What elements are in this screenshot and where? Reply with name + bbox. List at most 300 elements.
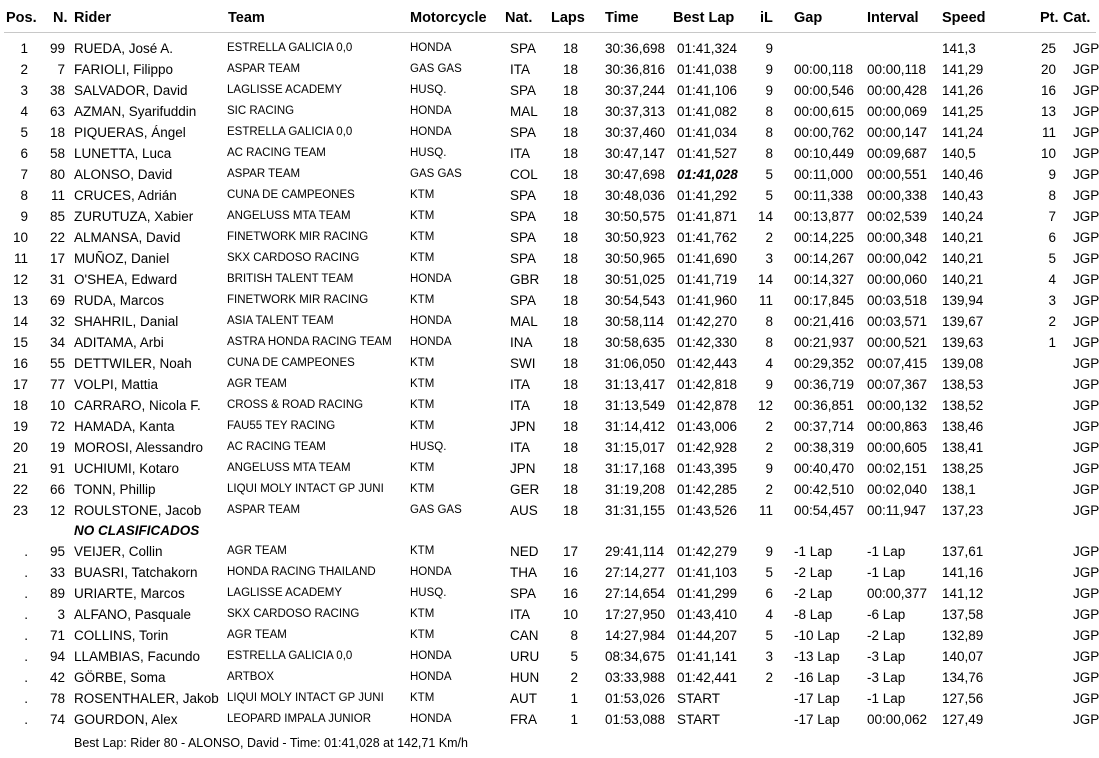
cell-laps: 18 xyxy=(562,356,578,371)
cell-time: 01:53,088 xyxy=(605,712,666,727)
cell-motorcycle: KTM xyxy=(410,399,435,411)
cell-rider: CRUCES, Adrián xyxy=(74,188,177,203)
cell-best-lap: 01:43,526 xyxy=(677,503,738,518)
cell-laps: 18 xyxy=(562,461,578,476)
cell-team: ASIA TALENT TEAM xyxy=(227,315,334,327)
cell-interval: 00:00,060 xyxy=(867,272,928,287)
cell-motorcycle: HONDA xyxy=(410,650,452,662)
header-speed: Speed xyxy=(942,10,986,26)
table-row xyxy=(0,709,1099,730)
cell-nat: JPN xyxy=(510,419,536,434)
cell-interval: 00:00,605 xyxy=(867,440,928,455)
cell-best-lap: 01:42,928 xyxy=(677,440,738,455)
cell-motorcycle: HONDA xyxy=(410,566,452,578)
cell-number: 12 xyxy=(49,503,65,518)
cell-best-lap: 01:42,330 xyxy=(677,335,738,350)
cell-number: 91 xyxy=(49,461,65,476)
cell-laps: 16 xyxy=(562,586,578,601)
cell-team: HONDA RACING THAILAND xyxy=(227,566,376,578)
cell-time: 30:50,923 xyxy=(605,230,666,245)
header-team: Team xyxy=(228,10,265,26)
header-divider xyxy=(4,32,1096,33)
cell-motorcycle: KTM xyxy=(410,252,435,264)
section-title-unclassified: NO CLASIFICADOS xyxy=(74,523,200,538)
cell-laps: 17 xyxy=(562,544,578,559)
cell-speed: 127,56 xyxy=(942,691,984,706)
cell-nat: THA xyxy=(510,565,537,580)
cell-pos: 13 xyxy=(12,293,28,308)
cell-il: 9 xyxy=(765,544,773,559)
cell-laps: 18 xyxy=(562,230,578,245)
cell-gap: 00:00,615 xyxy=(794,104,855,119)
cell-points: 25 xyxy=(1040,41,1056,56)
cell-gap: 00:37,714 xyxy=(794,419,855,434)
cell-speed: 140,21 xyxy=(942,272,984,287)
cell-il: 8 xyxy=(765,125,773,140)
cell-points xyxy=(1030,416,1056,437)
cell-laps: 18 xyxy=(562,272,578,287)
cell-interval: 00:09,687 xyxy=(867,146,928,161)
cell-points xyxy=(1030,562,1056,583)
cell-category: JGP xyxy=(1073,230,1099,245)
cell-nat: ITA xyxy=(510,607,530,622)
cell-motorcycle: HONDA xyxy=(410,713,452,725)
cell-team: AC RACING TEAM xyxy=(227,441,326,453)
cell-rider: LLAMBIAS, Facundo xyxy=(74,649,201,664)
cell-team: SKX CARDOSO RACING xyxy=(227,608,360,620)
cell-il: 4 xyxy=(765,607,773,622)
cell-best-lap: 01:42,818 xyxy=(677,377,738,392)
cell-rider: BUASRI, Tatchakorn xyxy=(74,565,198,580)
cell-nat: NED xyxy=(510,544,539,559)
cell-nat: MAL xyxy=(510,314,538,329)
cell-points xyxy=(1030,479,1056,500)
cell-nat: JPN xyxy=(510,461,536,476)
cell-best-lap: 01:42,878 xyxy=(677,398,738,413)
cell-rider: ROSENTHALER, Jakob xyxy=(74,691,219,706)
cell-category: JGP xyxy=(1073,83,1099,98)
table-row xyxy=(0,562,1099,583)
cell-pos: 9 xyxy=(20,209,28,224)
cell-points xyxy=(1030,541,1056,562)
cell-pos: . xyxy=(24,586,28,601)
cell-speed: 138,25 xyxy=(942,461,984,476)
cell-points: 5 xyxy=(1048,251,1056,266)
cell-pos: . xyxy=(24,544,28,559)
cell-motorcycle: HONDA xyxy=(410,126,452,138)
header-motorcycle: Motorcycle xyxy=(410,10,487,26)
table-row xyxy=(0,667,1099,688)
cell-il: 2 xyxy=(765,670,773,685)
cell-rider: TONN, Phillip xyxy=(74,482,156,497)
cell-category: JGP xyxy=(1073,146,1099,161)
cell-laps: 2 xyxy=(570,670,578,685)
cell-time: 30:50,965 xyxy=(605,251,666,266)
cell-team: ANGELUSS MTA TEAM xyxy=(227,210,351,222)
cell-rider: ADITAMA, Arbi xyxy=(74,335,164,350)
cell-nat: ITA xyxy=(510,146,530,161)
cell-category: JGP xyxy=(1073,293,1099,308)
cell-team: ASTRA HONDA RACING TEAM xyxy=(227,336,392,348)
cell-rider: FARIOLI, Filippo xyxy=(74,62,174,77)
cell-motorcycle: KTM xyxy=(410,692,435,704)
cell-il: 14 xyxy=(757,272,773,287)
cell-number: 77 xyxy=(49,377,65,392)
cell-time: 27:14,277 xyxy=(605,565,666,580)
cell-pos: . xyxy=(24,670,28,685)
cell-number: 69 xyxy=(49,293,65,308)
cell-pos: 7 xyxy=(20,167,28,182)
cell-number: 11 xyxy=(50,188,65,203)
cell-best-lap: 01:41,527 xyxy=(677,146,738,161)
cell-time: 27:14,654 xyxy=(605,586,666,601)
cell-category: JGP xyxy=(1073,125,1099,140)
cell-points xyxy=(1030,374,1056,395)
cell-time: 30:51,025 xyxy=(605,272,666,287)
cell-time: 31:17,168 xyxy=(605,461,666,476)
cell-pos: 5 xyxy=(20,125,28,140)
cell-category: JGP xyxy=(1073,419,1099,434)
cell-rider: VEIJER, Collin xyxy=(74,544,163,559)
cell-nat: SPA xyxy=(510,230,537,245)
cell-laps: 10 xyxy=(562,607,578,622)
cell-interval: 00:00,521 xyxy=(867,335,928,350)
cell-category: JGP xyxy=(1073,440,1099,455)
cell-best-lap: 01:41,871 xyxy=(677,209,738,224)
cell-pos: . xyxy=(24,565,28,580)
cell-time: 30:58,114 xyxy=(605,314,665,329)
table-row xyxy=(0,311,1099,332)
cell-points xyxy=(1030,353,1056,374)
cell-rider: O'SHEA, Edward xyxy=(74,272,178,287)
cell-time: 30:50,575 xyxy=(605,209,666,224)
cell-pos: 2 xyxy=(20,62,28,77)
table-row xyxy=(0,269,1099,290)
cell-time: 30:47,698 xyxy=(605,167,666,182)
cell-points xyxy=(1030,395,1056,416)
table-row xyxy=(0,185,1099,206)
cell-category: JGP xyxy=(1073,188,1099,203)
cell-team: CROSS & ROAD RACING xyxy=(227,399,364,411)
table-row xyxy=(0,437,1099,458)
cell-il xyxy=(755,709,773,730)
cell-gap: 00:38,319 xyxy=(794,440,855,455)
cell-points xyxy=(1030,604,1056,625)
cell-best-lap: 01:41,960 xyxy=(677,293,738,308)
cell-nat: MAL xyxy=(510,104,538,119)
cell-points xyxy=(1030,437,1056,458)
cell-number: 7 xyxy=(57,62,65,77)
cell-il: 4 xyxy=(765,356,773,371)
cell-points: 1 xyxy=(1048,335,1056,350)
cell-number: 94 xyxy=(49,649,65,664)
cell-speed: 138,53 xyxy=(942,377,984,392)
cell-best-lap: 01:41,141 xyxy=(677,649,738,664)
cell-best-lap: 01:41,299 xyxy=(677,586,738,601)
cell-motorcycle: HONDA xyxy=(410,315,452,327)
cell-category: JGP xyxy=(1073,607,1099,622)
cell-laps: 18 xyxy=(562,41,578,56)
cell-best-lap: START xyxy=(677,691,721,706)
cell-team: ASPAR TEAM xyxy=(227,504,301,516)
header-rider: Rider xyxy=(74,10,112,26)
cell-time: 30:37,313 xyxy=(605,104,666,119)
cell-number: 3 xyxy=(57,607,65,622)
cell-pos: 21 xyxy=(12,461,28,476)
cell-speed: 139,63 xyxy=(942,335,984,350)
cell-pos: 11 xyxy=(13,251,28,266)
cell-nat: AUS xyxy=(510,503,538,518)
cell-time: 31:06,050 xyxy=(605,356,666,371)
cell-gap: 00:21,937 xyxy=(794,335,855,350)
cell-interval: 00:00,428 xyxy=(867,83,928,98)
cell-rider: VOLPI, Mattia xyxy=(74,377,159,392)
cell-il: 9 xyxy=(765,377,773,392)
cell-category: JGP xyxy=(1073,544,1099,559)
cell-nat: FRA xyxy=(510,712,537,727)
cell-best-lap: 01:41,324 xyxy=(677,41,738,56)
cell-number: 85 xyxy=(49,209,65,224)
cell-team: ESTRELLA GALICIA 0,0 xyxy=(227,126,353,138)
cell-speed: 134,76 xyxy=(942,670,984,685)
cell-motorcycle: KTM xyxy=(410,462,435,474)
cell-speed: 141,24 xyxy=(942,125,984,140)
cell-gap: 00:29,352 xyxy=(794,356,855,371)
cell-pos: 3 xyxy=(20,83,28,98)
cell-laps: 18 xyxy=(562,209,578,224)
cell-number: 32 xyxy=(49,314,65,329)
cell-points: 8 xyxy=(1048,188,1056,203)
cell-pos: 1 xyxy=(20,41,28,56)
cell-number: 78 xyxy=(49,691,65,706)
cell-motorcycle: GAS GAS xyxy=(410,168,462,180)
cell-category: JGP xyxy=(1073,565,1099,580)
cell-time: 31:19,208 xyxy=(605,482,666,497)
cell-best-lap: 01:41,038 xyxy=(677,62,738,77)
cell-rider: PIQUERAS, Ángel xyxy=(74,125,186,140)
cell-interval: 00:02,040 xyxy=(867,482,928,497)
cell-speed: 132,89 xyxy=(942,628,984,643)
cell-il: 2 xyxy=(765,440,773,455)
cell-il: 9 xyxy=(765,83,773,98)
cell-speed: 141,25 xyxy=(942,104,984,119)
table-row xyxy=(0,395,1099,416)
cell-best-lap: START xyxy=(677,712,721,727)
cell-points: 20 xyxy=(1040,62,1056,77)
cell-laps: 18 xyxy=(562,188,578,203)
table-row xyxy=(0,688,1099,709)
cell-gap: 00:11,338 xyxy=(794,188,854,203)
cell-nat: ITA xyxy=(510,62,530,77)
table-row xyxy=(0,353,1099,374)
cell-category: JGP xyxy=(1073,649,1099,664)
cell-pos: 16 xyxy=(12,356,28,371)
cell-il: 9 xyxy=(765,41,773,56)
cell-team: AGR TEAM xyxy=(227,545,287,557)
cell-motorcycle: KTM xyxy=(410,357,435,369)
cell-il: 8 xyxy=(765,104,773,119)
cell-category: JGP xyxy=(1073,503,1099,518)
cell-il: 11 xyxy=(758,503,773,518)
cell-nat: ITA xyxy=(510,377,530,392)
cell-interval: 00:11,947 xyxy=(867,503,927,518)
cell-time: 30:58,635 xyxy=(605,335,666,350)
cell-nat: AUT xyxy=(510,691,537,706)
cell-team: AGR TEAM xyxy=(227,378,287,390)
cell-number: 58 xyxy=(49,146,65,161)
cell-speed: 138,46 xyxy=(942,419,984,434)
header-best-lap: Best Lap xyxy=(673,10,735,26)
cell-team: BRITISH TALENT TEAM xyxy=(227,273,354,285)
cell-nat: INA xyxy=(510,335,533,350)
cell-gap: 00:14,225 xyxy=(794,230,855,245)
cell-speed: 138,41 xyxy=(942,440,984,455)
cell-gap: -1 Lap xyxy=(794,544,833,559)
cell-category: JGP xyxy=(1073,712,1099,727)
cell-gap: 00:13,877 xyxy=(794,209,855,224)
cell-rider: COLLINS, Torin xyxy=(74,628,169,643)
cell-number: 33 xyxy=(49,565,65,580)
cell-laps: 8 xyxy=(570,628,578,643)
cell-category: JGP xyxy=(1073,691,1099,706)
cell-team: ESTRELLA GALICIA 0,0 xyxy=(227,42,353,54)
header-pos: Pos. xyxy=(6,10,37,26)
cell-nat: GER xyxy=(510,482,540,497)
cell-number: 10 xyxy=(49,398,65,413)
cell-pos: 8 xyxy=(20,188,28,203)
cell-interval: 00:02,539 xyxy=(867,209,928,224)
cell-points xyxy=(1030,500,1056,521)
cell-rider: AZMAN, Syarifuddin xyxy=(74,104,197,119)
cell-time: 29:41,114 xyxy=(605,544,665,559)
cell-speed: 141,16 xyxy=(942,565,984,580)
cell-best-lap: 01:43,395 xyxy=(677,461,738,476)
cell-laps: 1 xyxy=(570,691,578,706)
cell-il: 2 xyxy=(765,419,773,434)
table-row xyxy=(0,625,1099,646)
cell-gap: 00:36,851 xyxy=(794,398,855,413)
cell-time: 30:37,244 xyxy=(605,83,666,98)
cell-nat: ITA xyxy=(510,398,530,413)
header-nat: Nat. xyxy=(505,10,533,26)
cell-gap: -13 Lap xyxy=(794,649,840,664)
table-row xyxy=(0,248,1099,269)
table-row xyxy=(0,332,1099,353)
cell-nat: SPA xyxy=(510,83,537,98)
cell-motorcycle: HUSQ. xyxy=(410,147,447,159)
cell-time: 08:34,675 xyxy=(605,649,666,664)
cell-category: JGP xyxy=(1073,209,1099,224)
cell-laps: 5 xyxy=(570,649,578,664)
cell-il: 5 xyxy=(765,167,773,182)
cell-motorcycle: HONDA xyxy=(410,42,452,54)
cell-nat: HUN xyxy=(510,670,540,685)
cell-gap: 00:40,470 xyxy=(794,461,855,476)
cell-motorcycle: HUSQ. xyxy=(410,84,447,96)
cell-team: ESTRELLA GALICIA 0,0 xyxy=(227,650,353,662)
cell-nat: SWI xyxy=(510,356,536,371)
cell-best-lap: 01:42,270 xyxy=(677,314,738,329)
cell-points: 2 xyxy=(1048,314,1056,329)
cell-rider: DETTWILER, Noah xyxy=(74,356,192,371)
cell-pos: 15 xyxy=(12,335,28,350)
cell-number: 89 xyxy=(49,586,65,601)
cell-team: ASPAR TEAM xyxy=(227,168,301,180)
cell-number: 55 xyxy=(49,356,65,371)
cell-interval: -3 Lap xyxy=(867,670,906,685)
table-row xyxy=(0,290,1099,311)
cell-best-lap: 01:42,443 xyxy=(677,356,738,371)
header-pt: Pt. xyxy=(1040,10,1059,26)
cell-laps: 18 xyxy=(562,167,578,182)
cell-category: JGP xyxy=(1073,251,1099,266)
cell-laps: 18 xyxy=(562,251,578,266)
cell-time: 30:36,698 xyxy=(605,41,666,56)
cell-rider: ALONSO, David xyxy=(74,167,173,182)
cell-laps: 18 xyxy=(562,125,578,140)
cell-motorcycle: GAS GAS xyxy=(410,504,462,516)
cell-number: 17 xyxy=(49,251,65,266)
cell-team: FAU55 TEY RACING xyxy=(227,420,336,432)
cell-points: 9 xyxy=(1048,167,1056,182)
header-il: iL xyxy=(760,10,773,26)
cell-category: JGP xyxy=(1073,482,1099,497)
cell-motorcycle: KTM xyxy=(410,378,435,390)
cell-gap: 00:00,118 xyxy=(794,62,854,77)
cell-team: LIQUI MOLY INTACT GP JUNI xyxy=(227,692,384,704)
cell-time: 30:36,816 xyxy=(605,62,666,77)
cell-speed: 140,21 xyxy=(942,230,984,245)
cell-rider: GÖRBE, Soma xyxy=(74,670,166,685)
cell-pos: . xyxy=(24,649,28,664)
cell-motorcycle: KTM xyxy=(410,231,435,243)
cell-points xyxy=(1030,667,1056,688)
cell-rider: ALFANO, Pasquale xyxy=(74,607,192,622)
cell-speed: 140,07 xyxy=(942,649,984,664)
cell-number: 99 xyxy=(49,41,65,56)
cell-gap: 00:11,000 xyxy=(794,167,854,182)
cell-gap: -17 Lap xyxy=(794,691,840,706)
cell-number: 63 xyxy=(49,104,65,119)
cell-points xyxy=(1030,709,1056,730)
cell-best-lap: 01:42,441 xyxy=(677,670,738,685)
cell-il: 8 xyxy=(765,335,773,350)
cell-category: JGP xyxy=(1073,670,1099,685)
cell-motorcycle: HUSQ. xyxy=(410,587,447,599)
cell-time: 01:53,026 xyxy=(605,691,666,706)
cell-points xyxy=(1030,458,1056,479)
cell-interval: 00:00,863 xyxy=(867,419,928,434)
cell-category: JGP xyxy=(1073,398,1099,413)
cell-best-lap: 01:41,103 xyxy=(677,565,738,580)
table-row xyxy=(0,479,1099,500)
cell-interval: -3 Lap xyxy=(867,649,906,664)
cell-category: JGP xyxy=(1073,586,1099,601)
cell-il: 9 xyxy=(765,461,773,476)
cell-team: FINETWORK MIR RACING xyxy=(227,231,369,243)
cell-team: LAGLISSE ACADEMY xyxy=(227,84,343,96)
table-row xyxy=(0,122,1099,143)
cell-interval: 00:07,415 xyxy=(867,356,928,371)
cell-team: LIQUI MOLY INTACT GP JUNI xyxy=(227,483,384,495)
cell-time: 30:54,543 xyxy=(605,293,666,308)
cell-laps: 18 xyxy=(562,398,578,413)
cell-category: JGP xyxy=(1073,167,1099,182)
cell-points: 16 xyxy=(1040,83,1056,98)
cell-rider: RUDA, Marcos xyxy=(74,293,165,308)
table-row xyxy=(0,583,1099,604)
cell-gap: 00:00,762 xyxy=(794,125,855,140)
